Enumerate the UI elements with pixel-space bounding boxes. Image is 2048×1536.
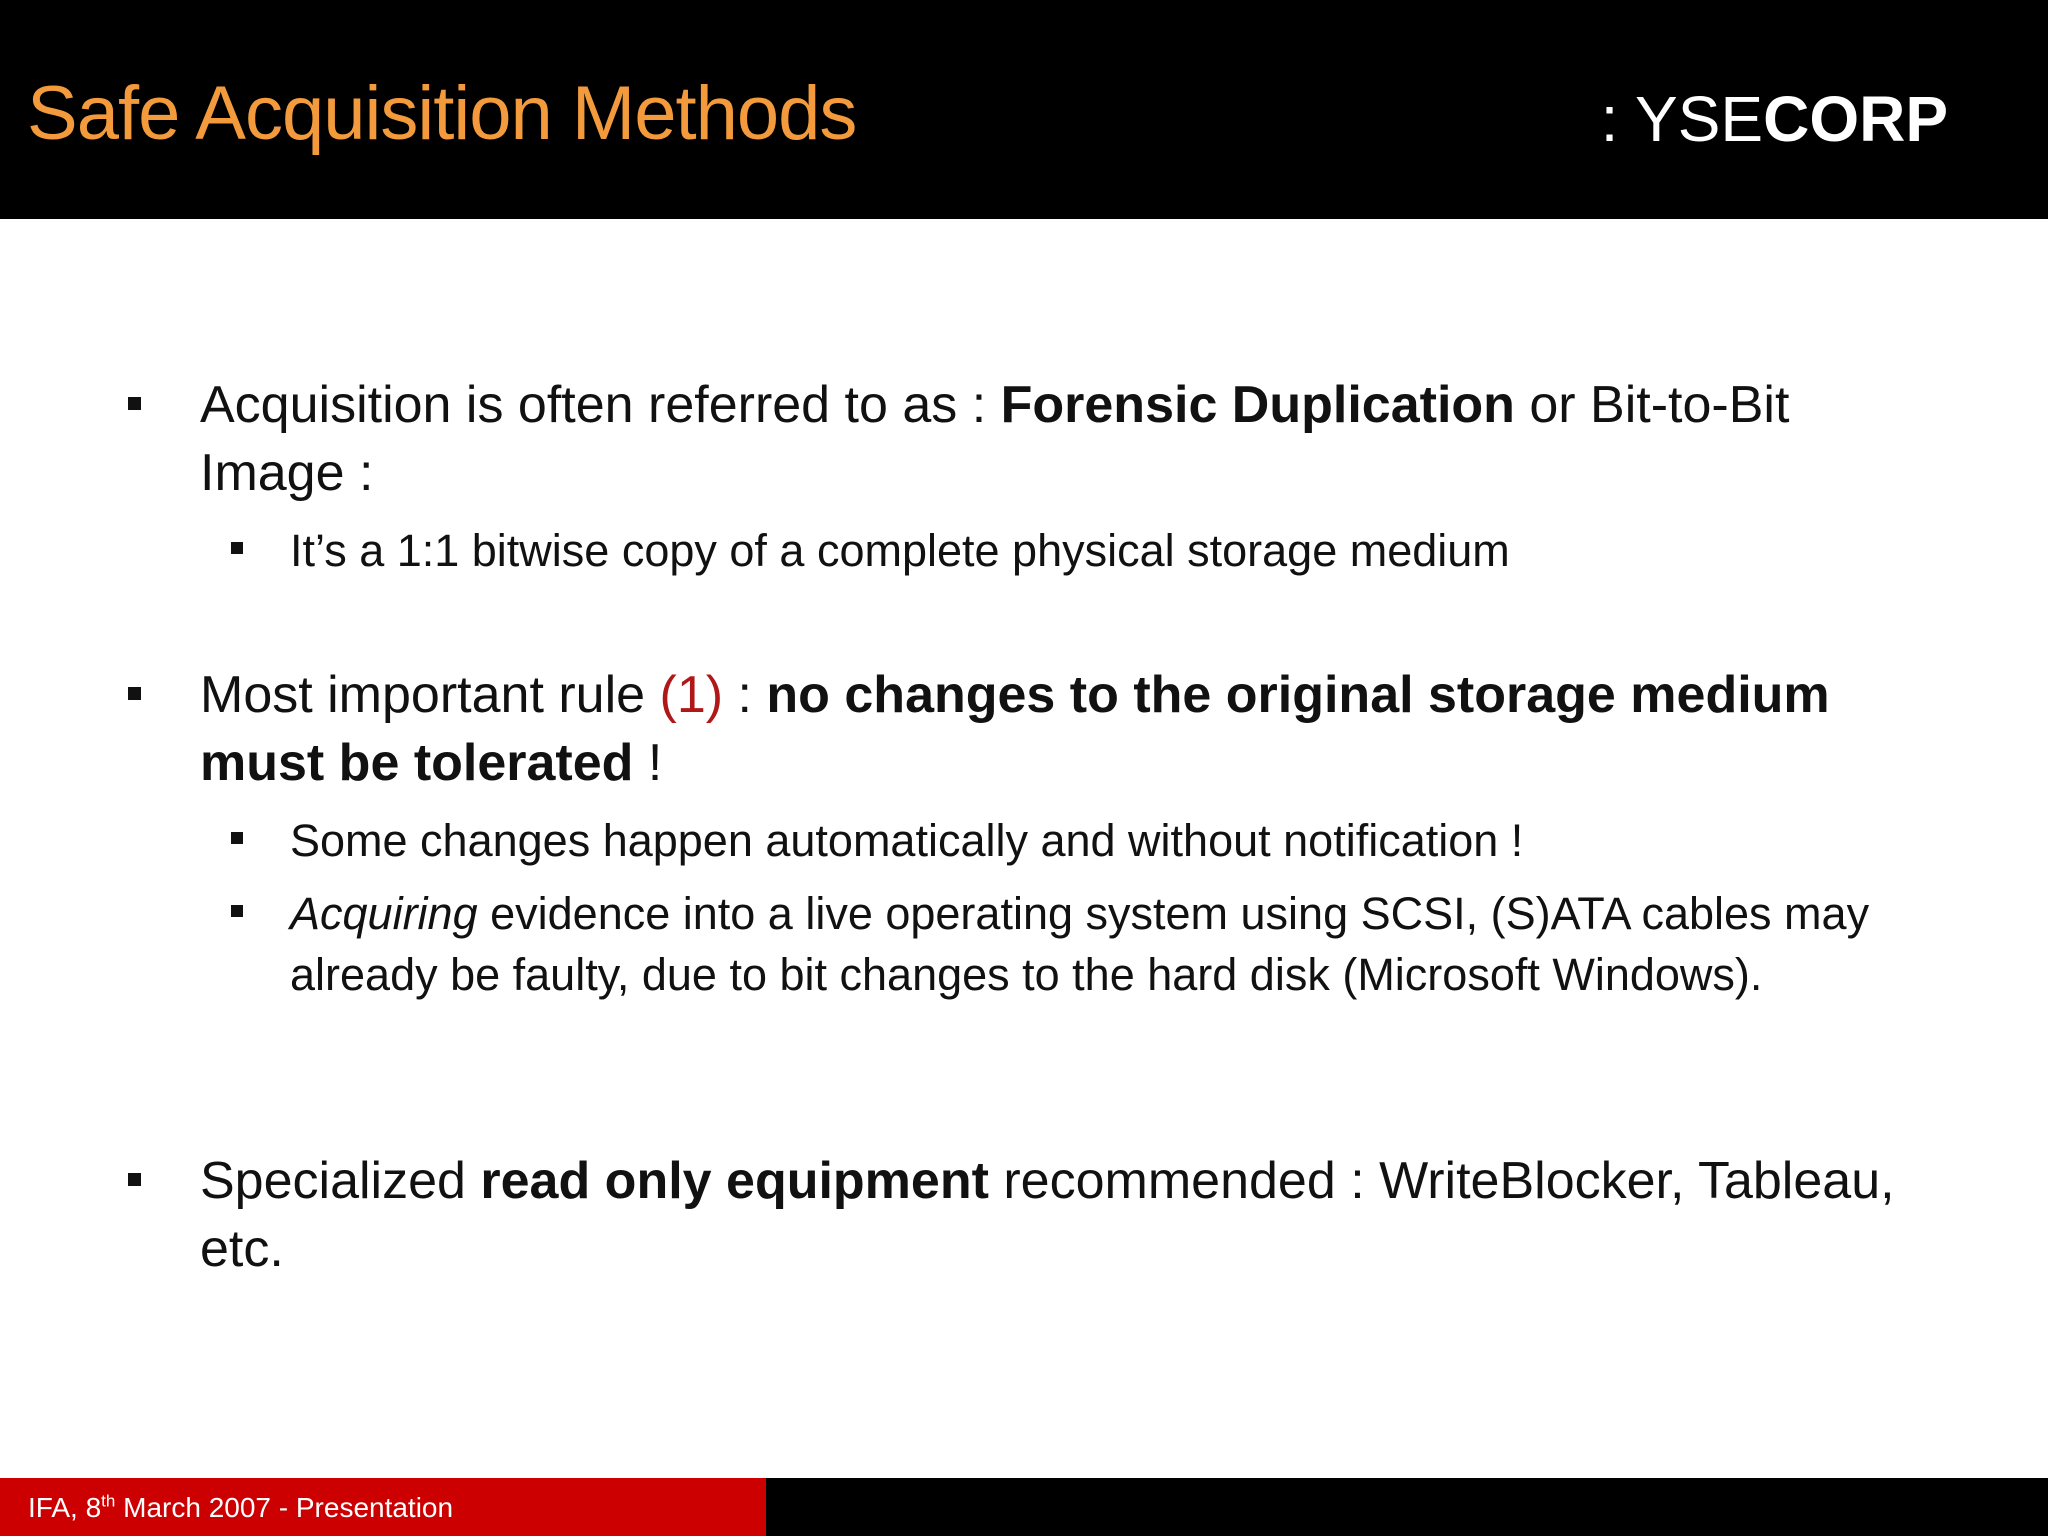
bullet-marker	[128, 397, 141, 410]
sub-bullet-automatic-changes: Some changes happen automatically and without notification !	[290, 815, 1524, 866]
slide-title: Safe Acquisition Methods	[27, 71, 857, 156]
footer-text: March 2007 - Presentation	[115, 1492, 454, 1523]
logo-bold: CORP	[1763, 83, 1948, 155]
sub-bullet-marker	[231, 905, 243, 917]
bullet-text: or Bit-to-Bit Image :	[200, 376, 1790, 502]
bullet-acquisition	[200, 371, 1900, 507]
sub-bullet-live-acquisition	[290, 883, 1910, 1005]
bullet-important-rule	[200, 661, 1900, 797]
bullet-emphasis: Forensic Duplication	[1000, 376, 1515, 434]
logo-prefix: : YSE	[1600, 83, 1764, 155]
footer-superscript: th	[101, 1491, 116, 1511]
bullet-text: recommended : WriteBlocker, Tableau, etc.	[200, 1152, 1895, 1278]
bullet-text: evidence into a live operating system using SCSI, (S)ATA cables may already be faulty, due to bit changes to the hard disk (Microsoft Windows).	[290, 888, 1870, 1000]
footer-black-bar	[766, 1478, 2048, 1536]
footer-caption	[28, 1492, 453, 1524]
bullet-text: Specialized	[200, 1152, 481, 1210]
bullet-marker	[128, 1173, 141, 1186]
sub-bullet-marker	[231, 832, 243, 844]
bullet-text: Most important rule	[200, 666, 660, 724]
sub-bullet-bitwise-copy: It’s a 1:1 bitwise copy of a complete physical storage medium	[290, 525, 1510, 576]
bullet-marker	[128, 687, 141, 700]
bullet-text: !	[633, 734, 663, 792]
bullet-read-only-equipment	[200, 1147, 1900, 1283]
sub-bullet-marker	[231, 542, 243, 554]
bullet-emphasis: read only equipment	[480, 1152, 989, 1210]
bullet-emphasis: no changes to the original storage medium must be tolerated	[200, 666, 1830, 792]
bullet-text: :	[723, 666, 767, 724]
italic-term: Acquiring	[290, 888, 478, 939]
rule-number: (1)	[659, 666, 724, 724]
bullet-text: Acquisition is often referred to as :	[200, 376, 1001, 434]
footer-text: IFA, 8	[28, 1492, 102, 1523]
